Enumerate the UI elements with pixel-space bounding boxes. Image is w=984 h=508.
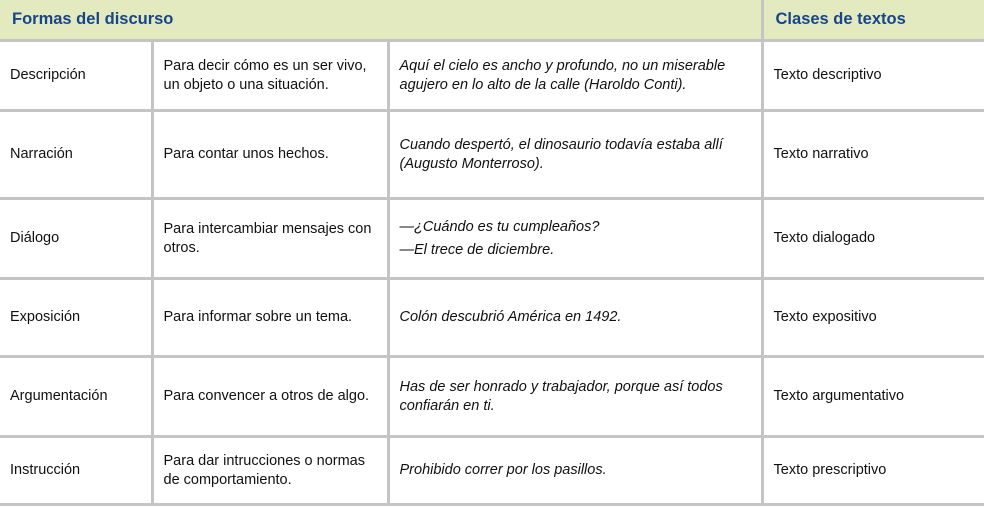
form-cell: Diálogo xyxy=(0,199,152,279)
form-cell: Descripción xyxy=(0,41,152,111)
table-row xyxy=(0,199,984,279)
purpose-cell: Para contar unos hechos. xyxy=(152,111,388,199)
header-classes: Clases de textos xyxy=(762,0,984,41)
example-text: Aquí el cielo es ancho y profundo, no un miserable agujero en lo alto de la calle (Haroldo Conti). xyxy=(399,57,726,93)
form-cell: Exposición xyxy=(0,279,152,357)
form-cell: Narración xyxy=(0,111,152,199)
class-cell: Texto narrativo xyxy=(762,111,984,199)
table-row xyxy=(0,111,984,199)
example-text: Colón descubrió América en 1492. xyxy=(399,309,622,325)
class-cell: Texto expositivo xyxy=(762,279,984,357)
example-text: Has de ser honrado y trabajador, porque así todos confiarán en ti. xyxy=(399,378,723,414)
purpose-cell: Para intercambiar mensajes con otros. xyxy=(152,199,388,279)
class-cell: Texto argumentativo xyxy=(762,357,984,437)
header-forms: Formas del discurso xyxy=(0,0,762,41)
purpose-cell: Para dar intrucciones o normas de comportamiento. xyxy=(152,437,388,505)
form-cell: Instrucción xyxy=(0,437,152,505)
example-cell xyxy=(388,279,762,357)
example-text: —El trece de diciembre. xyxy=(399,241,555,258)
example-cell xyxy=(388,357,762,437)
table-row xyxy=(0,357,984,437)
table-row xyxy=(0,41,984,111)
example-cell xyxy=(388,199,762,279)
form-cell: Argumentación xyxy=(0,357,152,437)
example-cell xyxy=(388,41,762,111)
class-cell: Texto descriptivo xyxy=(762,41,984,111)
example-text: Cuando despertó, el dinosaurio todavía estaba allí (Augusto Monterroso). xyxy=(399,136,723,172)
purpose-cell: Para informar sobre un tema. xyxy=(152,279,388,357)
class-cell: Texto dialogado xyxy=(762,199,984,279)
example-cell xyxy=(388,111,762,199)
table-row xyxy=(0,279,984,357)
example-text: Prohibido correr por los pasillos. xyxy=(399,462,607,478)
table-row xyxy=(0,437,984,505)
class-cell: Texto prescriptivo xyxy=(762,437,984,505)
purpose-cell: Para decir cómo es un ser vivo, un objeto o una situación. xyxy=(152,41,388,111)
header-row xyxy=(0,0,984,41)
example-text: —¿Cuándo es tu cumpleaños? xyxy=(399,218,600,235)
purpose-cell: Para convencer a otros de algo. xyxy=(152,357,388,437)
example-cell xyxy=(388,437,762,505)
